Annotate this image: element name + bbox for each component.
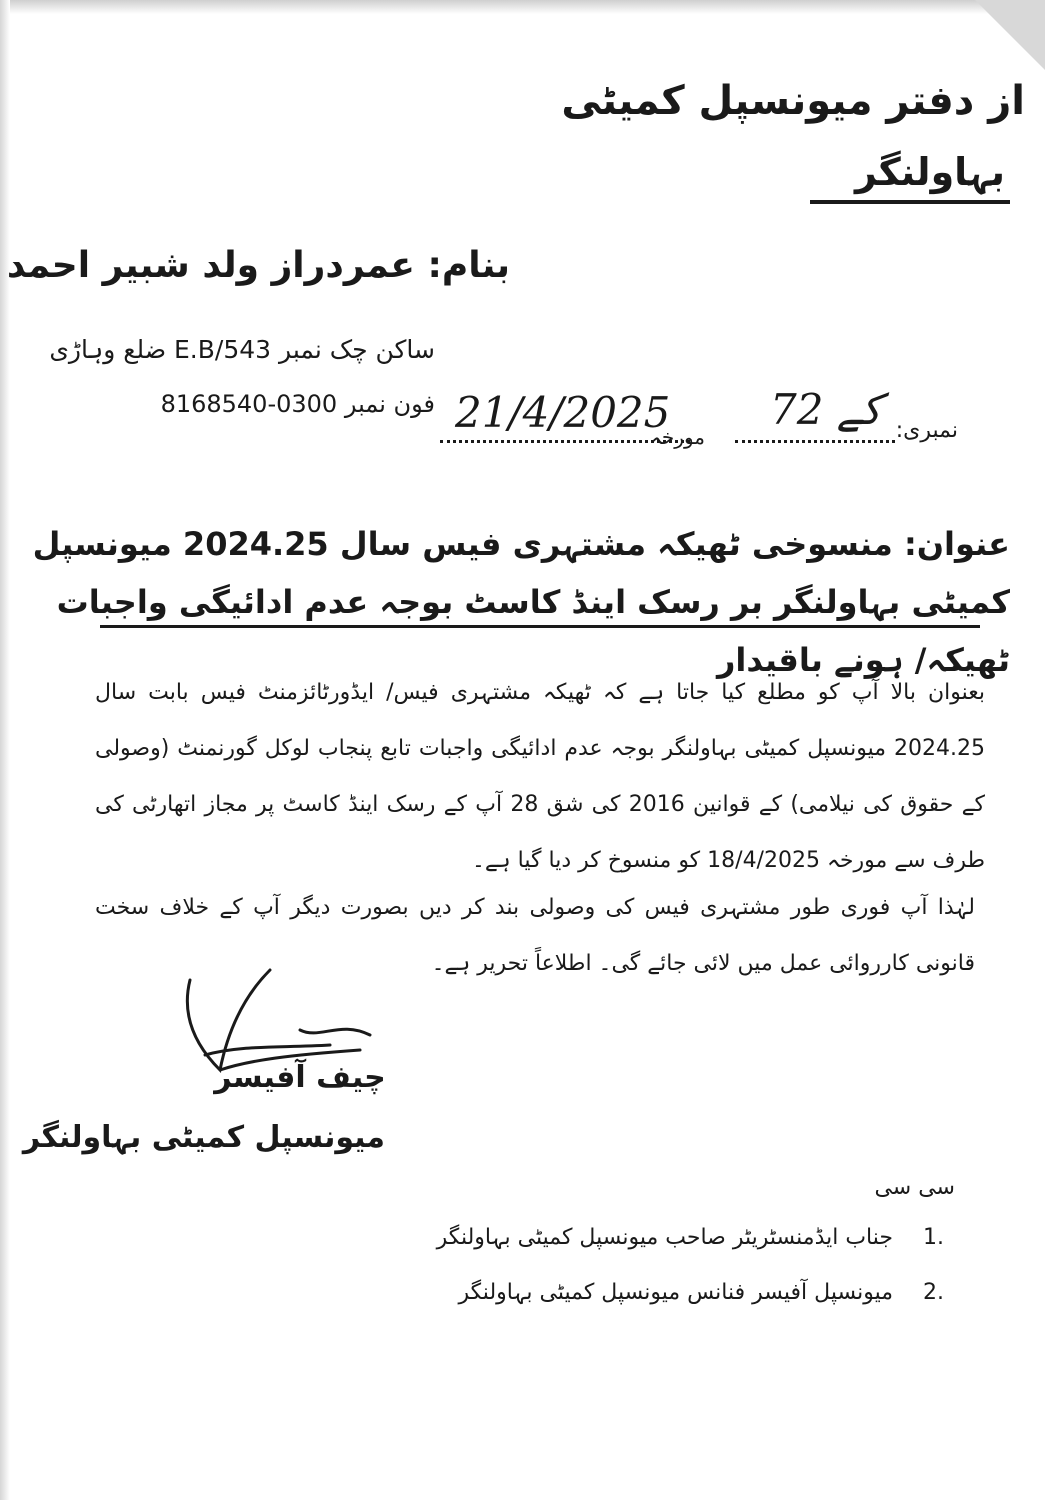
cc-item-number: 2. — [923, 1280, 944, 1305]
office-underline — [810, 200, 1010, 204]
phone-number: فون نمبر 0300-8168540 — [160, 390, 435, 418]
subject-underline — [100, 625, 980, 628]
date-label: مورخہ — [650, 425, 705, 449]
office-heading: از دفتر میونسپل کمیٹی — [561, 78, 1025, 124]
page-corner-fold — [975, 0, 1045, 70]
date-dotted-line — [440, 440, 690, 443]
reference-number-value: 72 کے — [770, 385, 882, 434]
body-paragraph-2: لہٰذا آپ فوری طور مشتہری فیس کی وصولی بند کر دیں بصورت دیگر آپ کے خلاف سخت قانونی کارروائی عمل میں لائی جائے گی۔ اطلاعاً تحریر ہے۔ — [95, 895, 975, 976]
date-value: 21/4/2025 — [455, 388, 671, 437]
cc-item-number: 1. — [923, 1225, 944, 1250]
addressee: بنام: عمردراز ولد شبیر احمد — [6, 245, 510, 286]
cc-list-item — [459, 1280, 963, 1305]
reference-number-label: نمبری: — [895, 418, 958, 443]
signatory-office: میونسپل کمیٹی بہاولنگر — [22, 1120, 385, 1155]
scan-edge-left — [0, 0, 10, 1500]
scan-edge-top — [0, 0, 1045, 14]
subject-line: عنوان: منسوخی ٹھیکہ مشتہری فیس سال 2024.25 میونسپل کمیٹی بہاولنگر بر رسک اینڈ کاسٹ بوجہ عدم ادائیگی واجبات ٹھیکہ/ ہونے باقیدار — [32, 525, 1010, 679]
office-city: بہاولنگر — [855, 150, 1005, 194]
cc-list-item — [437, 1225, 963, 1250]
signatory-title: چیف آفیسر — [214, 1060, 386, 1095]
reference-number-dotted-line — [735, 440, 895, 443]
cc-label: سی سی — [874, 1175, 955, 1200]
body-paragraph-1: بعنوان بالا آپ کو مطلع کیا جاتا ہے کہ ٹھیکہ مشتہری فیس/ ایڈورٹائزمنٹ فیس بابت سال 2024.25 میونسپل کمیٹی بہاولنگر بوجہ عدم ادائیگی واجبات تابع پنجاب لوکل گورنمنٹ (وصولی کے حقوق کی نیلامی) کے قوانین 2016 کی شق 28 آپ کے رسک اینڈ کاسٹ پر مجاز اتھارٹی کی طرف سے مورخہ 18/4/2025 کو منسوخ کر دیا گیا ہے۔ — [95, 680, 985, 873]
cc-item-text: جناب ایڈمنسٹریٹر صاحب میونسپل کمیٹی بہاولنگر — [436, 1225, 893, 1250]
residence-address: ساکن چک نمبر 543/E.B ضلع وہاڑی — [49, 335, 435, 364]
cc-item-text: میونسپل آفیسر فنانس میونسپل کمیٹی بہاولنگر — [458, 1280, 893, 1305]
